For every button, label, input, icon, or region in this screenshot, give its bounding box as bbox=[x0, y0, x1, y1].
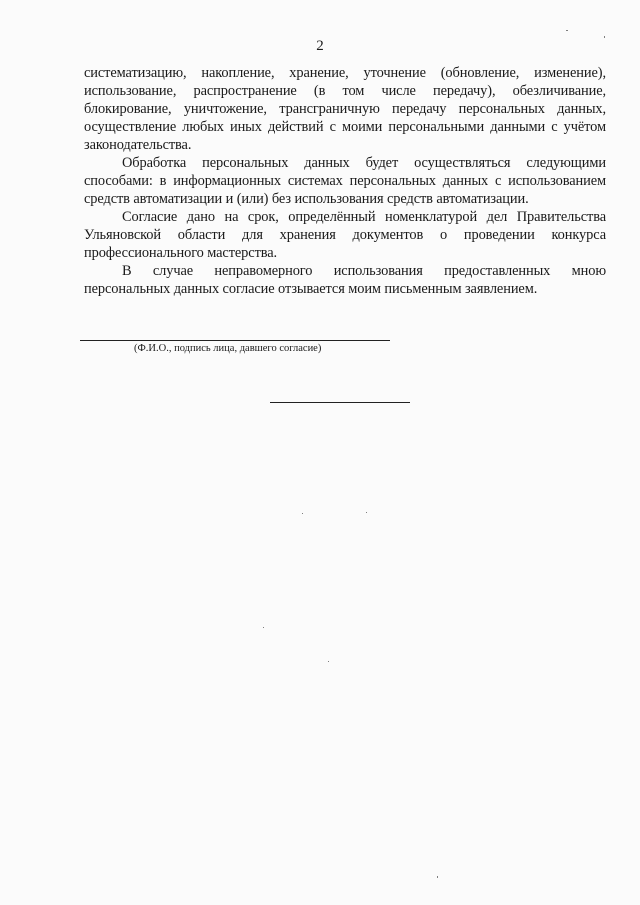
scan-speck bbox=[566, 30, 568, 31]
scan-speck bbox=[328, 661, 329, 662]
signature-line bbox=[80, 340, 390, 341]
signature-caption: (Ф.И.О., подпись лица, давшего согласие) bbox=[134, 343, 322, 354]
scan-speck bbox=[302, 513, 303, 514]
paragraph-consent-term: Согласие дано на срок, определённый номенклатурой дел Правительства Ульяновской области для хранения документов о проведении конкурса профессионального мастерства. bbox=[84, 209, 606, 261]
end-of-document-rule bbox=[270, 402, 410, 403]
paragraph-processing-actions: систематизацию, накопление, хранение, уточнение (обновление, изменение), использование, распространение (в том числе передачу), обезличивание, блокирование, уничтожение, трансграничную передачу персональных данных, осуществление любых иных действий с моими персональными данными с учётом законодательства. bbox=[84, 65, 606, 153]
scan-speck bbox=[366, 512, 367, 513]
scan-speck bbox=[437, 876, 438, 878]
document-body bbox=[84, 64, 606, 298]
paragraph-processing-methods: Обработка персональных данных будет осуществляться следующими способами: в информационных системах персональных данных с использованием средств автоматизации и (или) без использования средств автоматизации. bbox=[84, 155, 606, 207]
scan-speck bbox=[604, 36, 605, 38]
page-number: 2 bbox=[316, 38, 324, 54]
scan-speck bbox=[263, 627, 264, 628]
paragraph-consent-withdrawal: В случае неправомерного использования предоставленных мною персональных данных согласие отзывается моим письменным заявлением. bbox=[84, 263, 606, 297]
